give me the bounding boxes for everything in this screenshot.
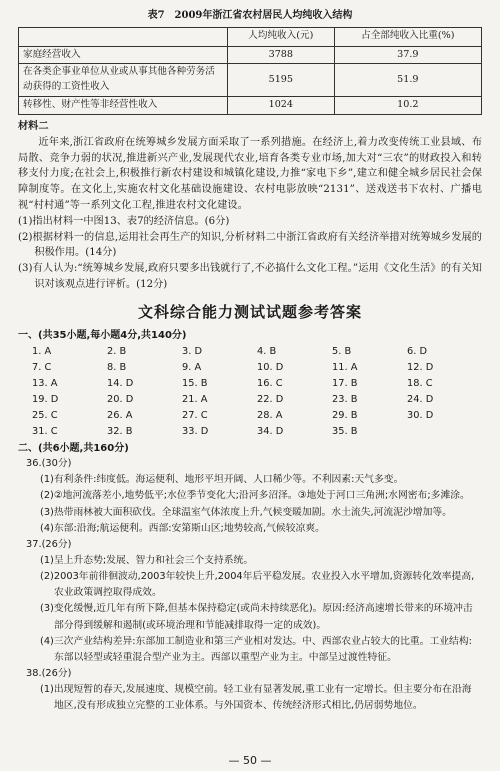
document-page [18,8,482,715]
mc-answer [407,424,482,440]
table-cell-label: 转移性、财产性等非经营性收入 [19,97,228,115]
question-item: (1)指出材料一中图13、表7的经济信息。(6分) [18,215,230,227]
mc-answer: 27. C [182,410,208,422]
question-item: (2)根据材料一的信息,运用社会再生产的知识,分析材料二中浙江省政府有关经济举措对统筹城乡发展的积极作用。(14分) [18,231,482,259]
answer-item: (4)三次产业结构差异:东部加工制造业和第三产业相对发达。中、西部农业占较大的比重。工业结构:东部以轻型或轻重混合型产业为主。西部以重型产业为主。中部呈过渡性特征。 [40,635,472,663]
mc-answer: 3. D [182,345,203,357]
mc-answer: 4. B [257,345,277,357]
question-number: 36.(30分) [26,458,72,470]
mc-answer: 35. B [332,426,358,438]
mc-answer: 1. A [32,345,52,357]
question-number: 37.(26分) [26,538,72,550]
table-caption: 表7 2009年浙江省农村居民人均纯收入结构 [147,10,353,21]
mc-answer: 21. A [182,394,208,406]
table-row [19,46,482,64]
answer-block-38 [18,666,482,714]
table-cell-value: 1024 [228,97,335,115]
answer-item: (3)变化缓慢,近几年有所下降,但基本保持稳定(或尚未持续恶化)。原因:经济高速增长带来的环境冲击部分得到缓解和遏制(或环境治理和节能减排取得一定的成效)。 [40,603,473,631]
mc-answer: 15. B [182,377,208,389]
mc-answer: 17. B [332,377,358,389]
mc-answer: 18. C [407,377,433,389]
mc-answer: 25. C [32,410,58,422]
question-list [18,214,482,293]
answer-item: (2)②地河流落差小,地势低平;水位季节变化大;沿河多沼泽。③地处于河口三角洲;水网密布;多滩涂。 [40,490,470,502]
mc-answer: 22. D [257,394,284,406]
income-table [18,27,482,115]
page-number: — 50 — [228,754,272,767]
mc-answer: 14. D [107,377,134,389]
mc-answer: 28. A [257,410,283,422]
mc-answer: 34. D [257,426,284,438]
section-heading: 一、(共35小题,每小题4分,共140分) [18,330,187,342]
mc-answer: 19. D [32,394,59,406]
mc-answer: 11. A [332,361,358,373]
mc-answer: 13. A [32,377,58,389]
table-cell-value: 5195 [228,64,335,97]
table-cell-label: 在各类企事业单位从业或从事其他各种劳务活动获得的工资性收入 [19,64,228,97]
mc-answer: 9. A [182,361,202,373]
question-item: (3)有人认为:“统筹城乡发展,政府只要多出钱就行了,不必搞什么文化工程。”运用《文化生活》的有关知识对该观点进行评析。(12分) [18,263,482,291]
answer-title: 文科综合能力测试试题参考答案 [137,302,362,321]
mc-answer: 6. D [407,345,428,357]
table-row [19,97,482,115]
mc-answer: 33. D [182,426,209,438]
answer-item: (4)东部:沿海;航运便利。西部:安第斯山区;地势较高,气候较凉爽。 [40,522,325,534]
table-cell-value: 37.9 [334,46,481,64]
table-cell-value: 10.2 [334,97,481,115]
mc-answer: 16. C [257,377,283,389]
mc-answer: 5. B [332,345,352,357]
mc-answer: 12. D [407,361,434,373]
answer-item: (1)出现短暂的春天,发展速度、规模空前。轻工业有显著发展,重工业有一定增长。但主要分布在沿海地区,没有形成独立完整的工业体系。与外国资本、传统经济形式相比,仍居弱势地位。 [40,684,472,712]
table-row [19,64,482,97]
mc-answer: 2. B [107,345,127,357]
mc-answer: 20. D [107,394,134,406]
mc-answer: 30. D [407,410,434,422]
table-cell-value: 3788 [228,46,335,64]
answer-block-37 [18,537,482,666]
table-header-cell [19,27,228,46]
mc-answer: 32. B [107,426,133,438]
material-title: 材料二 [18,119,49,132]
answer-item: (2)2003年前徘徊波动,2003年较快上升,2004年后平稳发展。农业投入水平增加,资源转化效率提高,农业政策调控取得成效。 [40,571,475,599]
answer-item: (1)呈上升态势;发展、智力和社会三个支持系统。 [40,555,254,566]
section-heading: 二、(共6小题,共160分) [18,442,129,454]
material-text: 近年来,浙江省政府在统筹城乡发展方面采取了一系列措施。在经济上,着力改变传统工业县域、布局散、竞争力弱的状况,推进新兴产业,发展现代农业,培育各类专业市场,加大对“三农”的财政投入和转移支付力度;在社会上,积极推行新农村建设和城镇化建设,力推“家电下乡”,建立和健全城乡居民社会保障制度等。在文化上,实施农村文化基础设施建设、农村电影放映“2131”、送戏送书下农村、广播电视“村村通”等一系列文化工程,推进农村文化建设。 [18,136,482,211]
mc-answer: 29. B [332,410,358,422]
mc-answer: 23. B [332,394,358,406]
mc-answer: 26. A [107,410,133,422]
table-header-row [19,27,482,46]
multiple-choice-answers [18,344,482,441]
table-header-cell: 人均纯收入(元) [228,27,335,46]
mc-answer: 8. B [107,361,127,373]
table-header-cell: 占全部纯收入比重(%) [334,27,481,46]
table-cell-value: 51.9 [334,64,481,97]
answer-item: (1)有利条件:纬度低。海运便利、地形平坦开阔、人口稀少等。不利因素:天气多变。 [40,474,404,486]
answer-item: (3)热带雨林被大面积砍伐。全球温室气体浓度上升,气候变暖加剧。水土流失,河流泥沙增加等。 [40,506,452,518]
mc-answer: 24. D [407,394,434,406]
answer-block-36 [18,456,482,537]
table-cell-label: 家庭经营收入 [19,46,228,64]
mc-answer: 7. C [32,361,52,373]
question-number: 38.(26分) [26,668,72,680]
mc-answer: 10. D [257,361,284,373]
mc-answer: 31. C [32,426,58,438]
